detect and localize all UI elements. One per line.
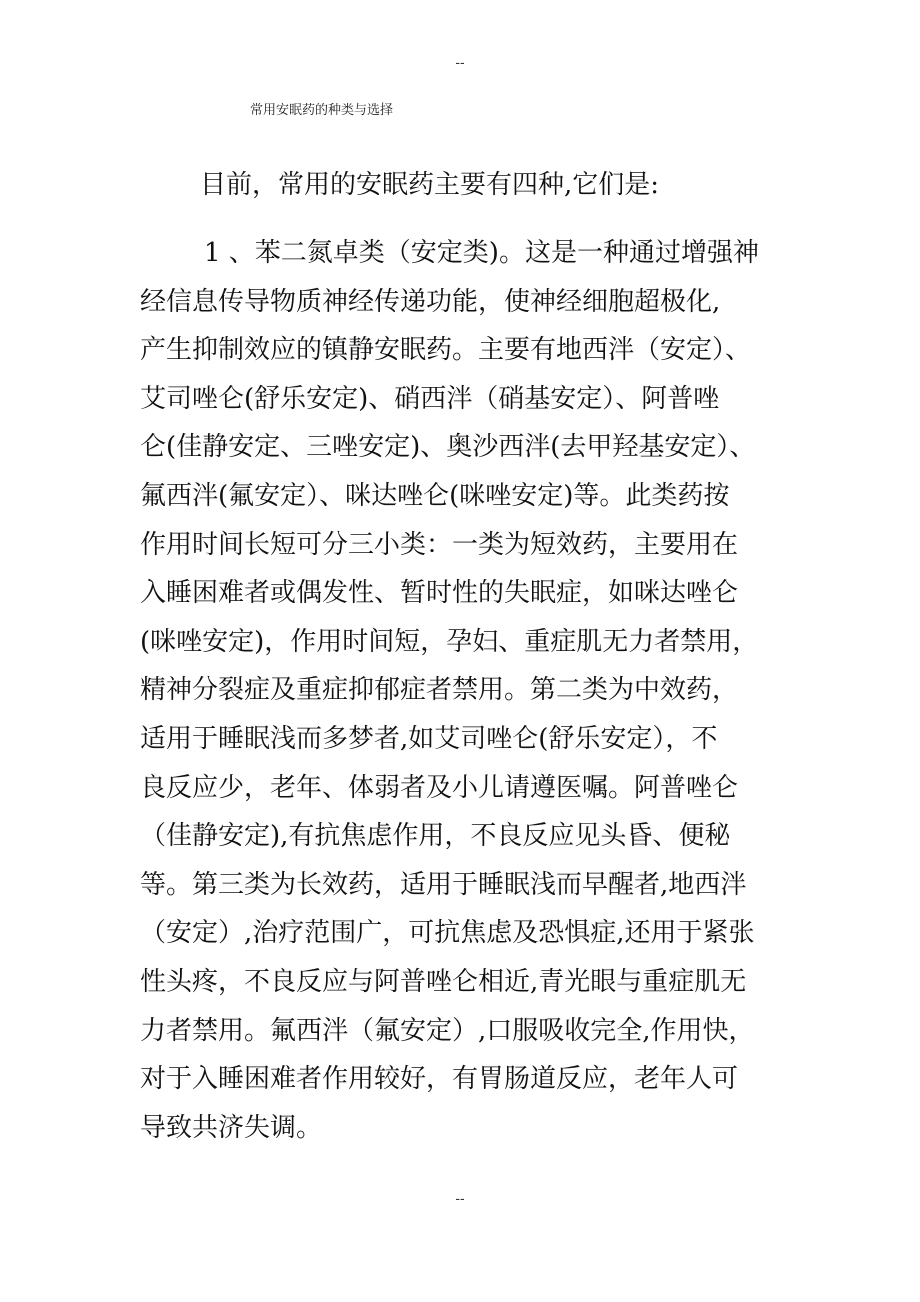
- paragraph-line: 精神分裂症及重症抑郁症者禁用。第二类为中效药，: [140, 675, 739, 706]
- paragraph-line: 入睡困难者或偶发性、暂时性的失眠症，如咪达唑仑: [140, 578, 739, 609]
- paragraph-line: 经信息传导物质神经传递功能，使神经细胞超极化,: [140, 286, 721, 317]
- paragraph-line: 力者禁用。氟西泮（氟安定）,口服吸收完全,作用快，: [140, 1015, 755, 1046]
- body-paragraph: [140, 229, 790, 1152]
- paragraph-line: 等。第三类为长效药，适用于睡眠浅而早醒者,地西泮: [140, 869, 747, 900]
- paragraph-line: 导致共济失调。: [140, 1112, 323, 1143]
- paragraph-line: （安定）,治疗范围广，可抗焦虑及恐惧症,还用于紧张: [140, 918, 755, 949]
- paragraph-line: 性头疼，不良反应与阿普唑仑相近,青光眼与重症肌无: [140, 966, 747, 997]
- page-header-marker: --: [455, 54, 465, 70]
- page-footer-marker: --: [455, 1190, 465, 1206]
- paragraph-line: 作用时间长短可分三小类：一类为短效药，主要用在: [140, 529, 739, 560]
- paragraph-line: （佳静安定),有抗焦虑作用，不良反应见头昏、便秘: [140, 821, 731, 852]
- paragraph-line: 对于入睡困难者作用较好，有胃肠道反应，老年人可: [140, 1064, 739, 1095]
- paragraph-line: 产生抑制效应的镇静安眠药。主要有地西泮（安定）、: [140, 335, 752, 366]
- paragraph-line: 良反应少，老年、体弱者及小儿请遵医嘱。阿普唑仑: [140, 772, 739, 803]
- paragraph-line: 艾司唑仑(舒乐安定)、硝西泮（硝基安定）、阿普唑: [140, 383, 720, 414]
- paragraph-line: 仑(佳静安定、三唑安定)、奥沙西泮(去甲羟基安定）、: [140, 432, 756, 463]
- paragraph-line: 氟西泮(氟安定）、咪达唑仑(咪唑安定)等。此类药按: [140, 480, 730, 511]
- paragraph-line: 适用于睡眠浅而多梦者,如艾司唑仑(舒乐安定），不: [140, 723, 718, 754]
- intro-paragraph: 目前，常用的安眠药主要有四种,它们是:: [200, 170, 660, 200]
- paragraph-line: 1 、苯二氮卓类（安定类)。这是一种通过增强神: [204, 238, 759, 268]
- paragraph-line: (咪唑安定)，作用时间短，孕妇、重症肌无力者禁用，: [140, 626, 759, 657]
- document-title: 常用安眠药的种类与选择: [250, 103, 394, 118]
